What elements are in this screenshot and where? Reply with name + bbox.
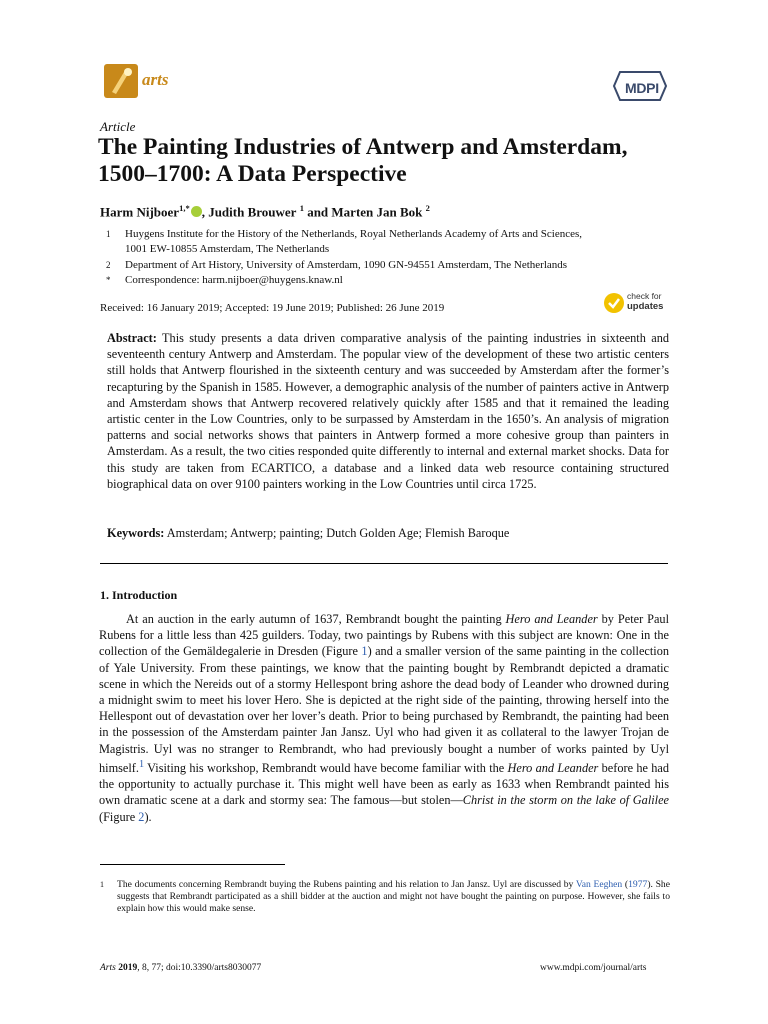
affiliation-mark: 2 — [106, 259, 111, 270]
keywords-text: Amsterdam; Antwerp; painting; Dutch Golden Age; Flemish Baroque — [166, 526, 510, 540]
paper-title: The Painting Industries of Antwerp and Amsterdam, 1500–1700: A Data Perspective — [98, 134, 628, 187]
journal-name: arts — [142, 70, 169, 89]
affiliation-line: 1001 EW-10855 Amsterdam, The Netherlands — [125, 243, 330, 256]
citation-link[interactable]: Van Eeghen — [575, 879, 623, 890]
footer-doi: , 8, 77; doi:10.3390/arts8030077 — [137, 963, 262, 973]
affiliation-line: Department of Art History, University of Amsterdam, 1090 GN-94551 Amsterdam, The Netherlands — [125, 258, 568, 271]
body-text — [99, 611, 669, 825]
author-affil-mark: 1 — [299, 203, 304, 213]
footer-url[interactable]: www.mdpi.com/journal/arts — [540, 963, 647, 973]
publication-dates: Received: 16 January 2019; Accepted: 19 June 2019; Published: 26 June 2019 — [100, 302, 445, 314]
mdpi-logo — [612, 66, 668, 106]
affiliation-mark: * — [106, 274, 111, 285]
author-affil-mark: 1,* — [179, 203, 190, 213]
footnote: 1 The documents concerning Rembrandt buying the Rubens painting and his relation to Jan Jansz. Uyl are discussed by Van Eeghen (1977). She suggests that Rembrandt participated as a shill bidder at the auction and might not have bought the painting on purpose. However, she fails to explain how this would make sense. — [100, 879, 670, 914]
correspondence-line[interactable]: Correspondence: harm.nijboer@huygens.knaw.nl — [125, 273, 343, 286]
abstract-text: This study presents a data driven comparative analysis of the painting industries in sixteenth and seventeenth century Antwerp and Amsterdam. The popular view of the development of these two artistic centers still holds that Antwerp flourished in the sixteenth century and was succeeded by Amsterdam after the former’s recapturing by the Spanish in 1585. However, a demographic analysis of the number of painters active in Antwerp and Amsterdam shows that Antwerp recovered relatively quickly after 1585 and that it remained the leading artistic center in the Low Countries, only to be surpassed by Amsterdam in the 1650’s. An analysis of migration patterns and social networks shows that painters in Antwerp formed a more cohesive group than painters in Amsterdam. As a result, the two cities responded quite differently to internal and external market shocks. Data for this study are taken from ECARTICO, a database and a linked data web resource containing structured biographical data on over 9100 painters working in the Low Countries until circa 1725. — [107, 331, 670, 491]
author-separator: , — [201, 204, 209, 220]
affiliations — [100, 227, 680, 288]
affiliation-line: Huygens Institute for the History of the Netherlands, Royal Netherlands Academy of Arts and Sciences, — [125, 228, 582, 240]
footnote-mark: 1 — [100, 880, 104, 889]
arts-logo-icon — [104, 64, 138, 98]
author-list — [100, 203, 430, 220]
author-name: Harm Nijboer — [100, 204, 180, 220]
affiliation-mark: 1 — [106, 229, 111, 239]
citation-year-link[interactable]: 1977 — [628, 879, 648, 890]
section-divider — [100, 563, 668, 564]
artwork-title: Hero and Leander — [505, 612, 598, 626]
author-name: Judith Brouwer — [208, 204, 297, 220]
footer-citation — [100, 963, 261, 973]
journal-logo — [100, 62, 260, 102]
check-updates-line2: updates — [627, 300, 664, 312]
publisher-name: MDPI — [625, 80, 659, 96]
artwork-title: Hero and Leander — [507, 760, 599, 775]
check-updates-line1: check for — [627, 291, 662, 301]
check-updates-icon — [603, 292, 625, 314]
affiliation-item — [100, 227, 680, 258]
orcid-icon[interactable] — [191, 206, 202, 217]
author-affil-mark: 2 — [425, 203, 430, 213]
paragraph: At an auction in the early autumn of 1637, Rembrandt bought the painting Hero and Leander by Peter Paul Rubens for a little less than 425 guilders. Today, two paintings by Rubens with this subject are known: One in the collection of the Gemäldegalerie in Dresden (Figure 1) and a smaller version of the same painting in the collection of Yale University. From these paintings, we know that the painting bought by Rembrandt depicted a dramatic scene in which the Nereids out of a stormy Hellespont bring ashore the dead body of Leander who drowned during a midnight swim to meet his lover Hero. She is depicted at the right side of the painting, throwing herself into the Hellespont out of devastation over her lover’s death. Prior to being purchased by Rembrandt, the painting had been in the possession of the Amsterdam painter Jan Jansz. Uyl who had given it as collateral to the lawyer Trojan de Magistris. Uyl was no stranger to Rembrandt, who had previously bought a number of works painted by Uyl himself.$^1$ Visiting his workshop, Rembrandt would have become familiar with the Hero and Leander before he had the opportunity to actually purchase it. This might well have been as early as 1633 when Rembrandt painted his own dramatic scene at a dark and stormy sea: The famous—but stolen—Christ in the storm on the lake of Galilee (Figure 2). — [99, 612, 669, 824]
section-title: 1. Introduction — [100, 588, 178, 602]
keywords-label: Keywords: — [107, 526, 165, 540]
artwork-title: Christ in the storm on the lake of Galilee — [462, 793, 669, 808]
footer-year: 2019 — [118, 963, 138, 973]
affiliation-item — [100, 273, 680, 288]
figure-link[interactable]: 1 — [361, 644, 368, 659]
check-for-updates-badge[interactable] — [603, 292, 683, 320]
keywords — [107, 526, 669, 541]
abstract — [107, 330, 669, 492]
figure-link[interactable]: 2 — [138, 809, 145, 824]
footnote-link[interactable]: 1 — [138, 758, 145, 770]
author-name: Marten Jan Bok — [331, 204, 423, 220]
author-separator: and — [303, 204, 332, 220]
abstract-label: Abstract: — [107, 331, 157, 345]
affiliation-item — [100, 258, 680, 273]
article-type: Article — [100, 119, 136, 134]
footnote-divider — [100, 864, 285, 865]
footer-journal: Arts — [100, 963, 116, 973]
